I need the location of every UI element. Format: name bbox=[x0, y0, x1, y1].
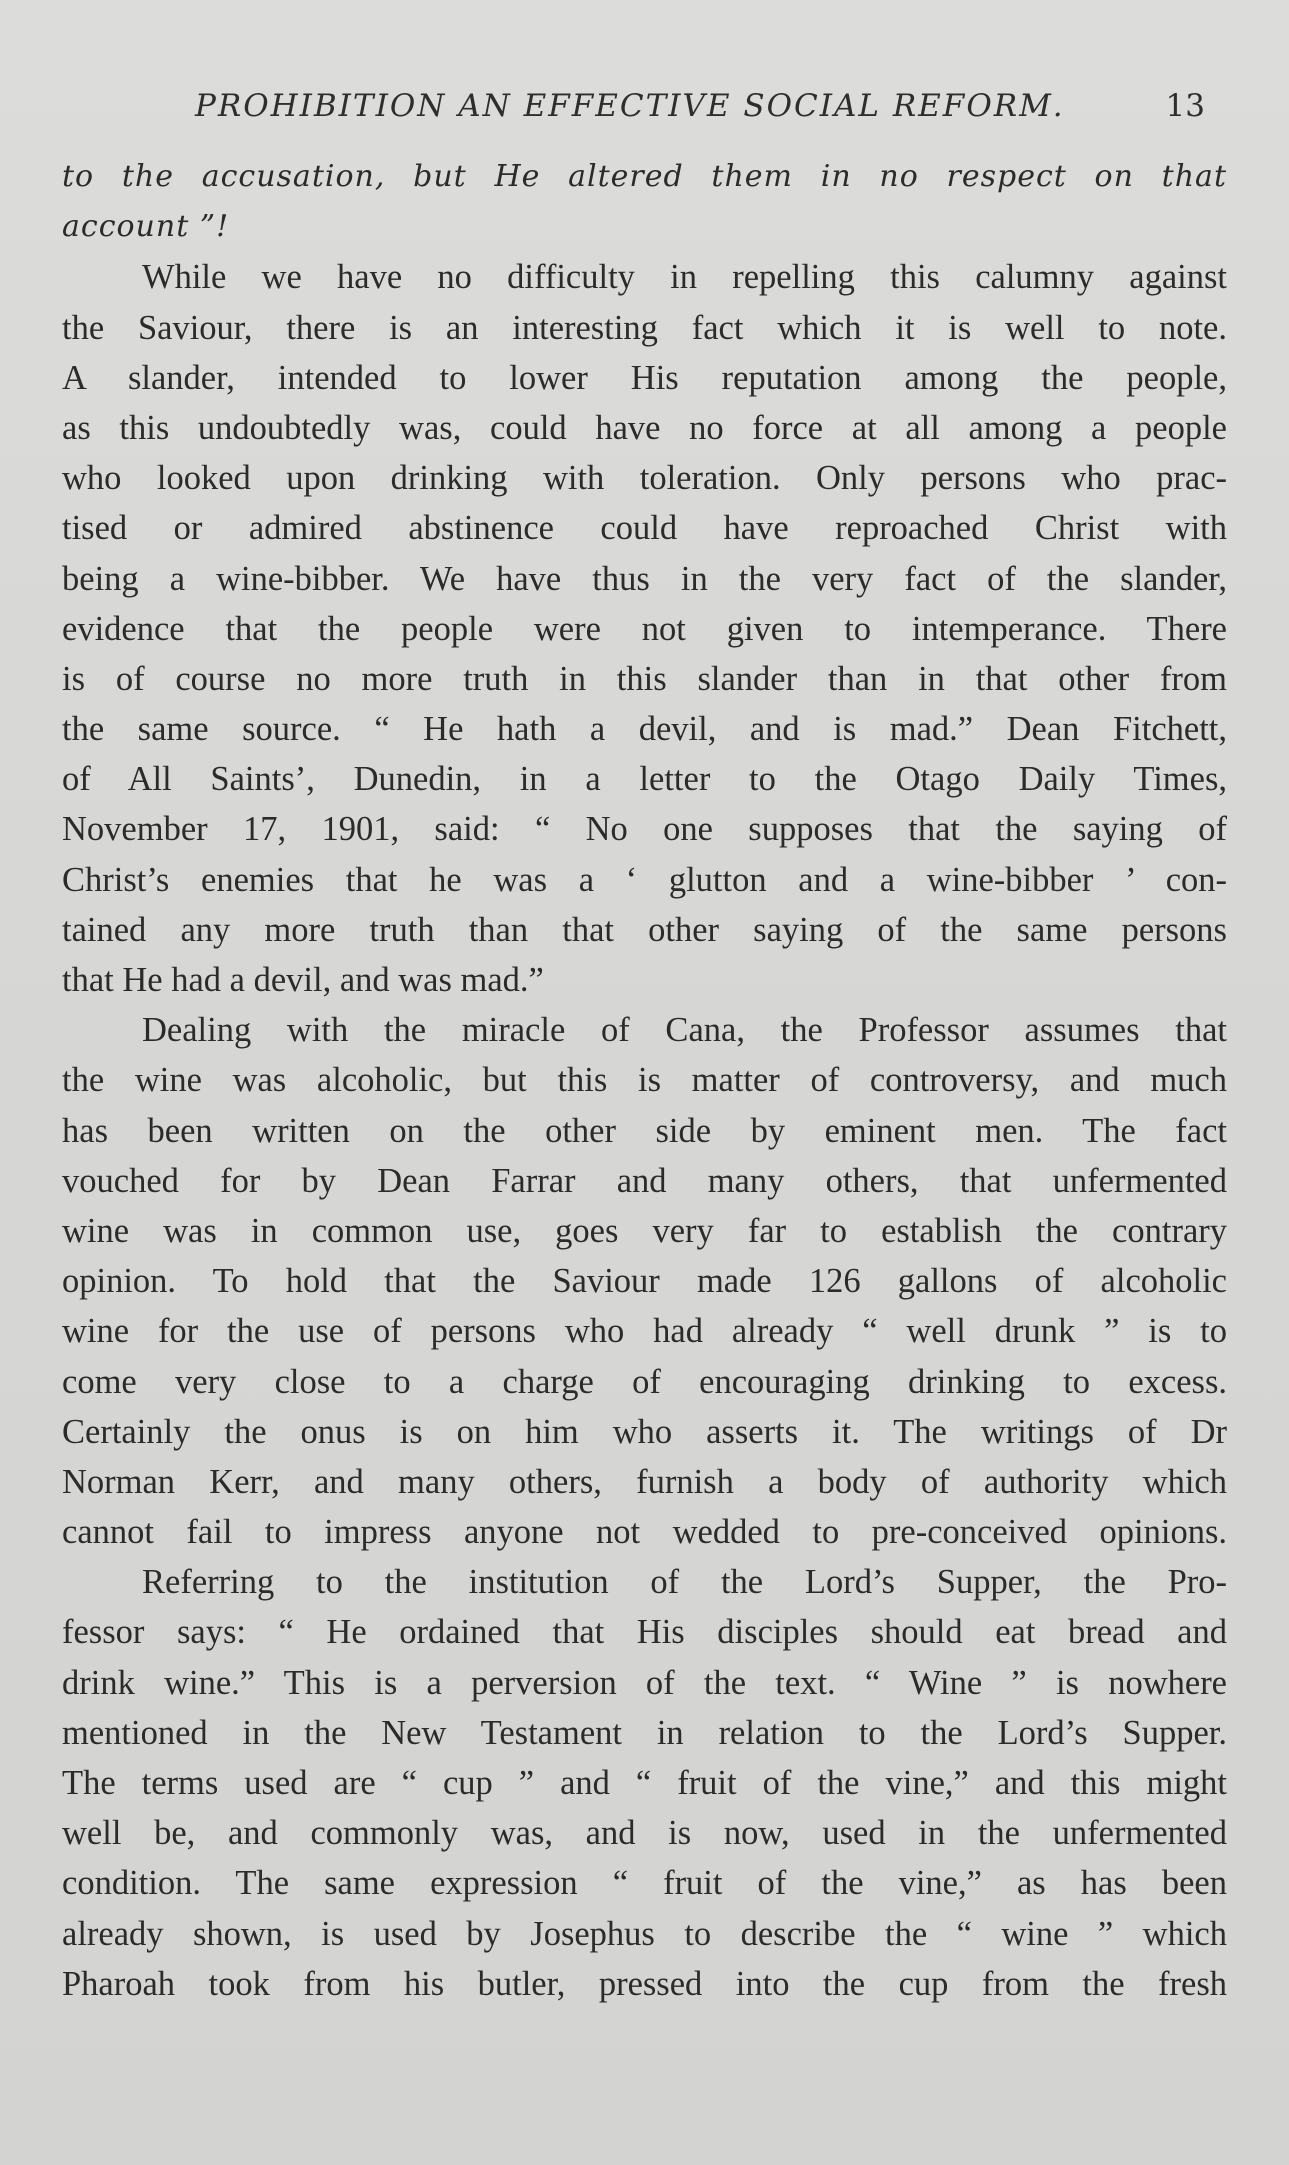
text-line: fessor says: “ He ordained that His disciples should eat bread and bbox=[62, 1613, 1227, 1652]
text-line: November 17, 1901, said: “ No one supposes that the saying of bbox=[62, 810, 1227, 849]
text-line: vouched for by Dean Farrar and many others, that unfermented bbox=[62, 1161, 1227, 1200]
text-line: the wine was alcoholic, but this is matter of controversy, and much bbox=[62, 1061, 1227, 1100]
text-line: Certainly the onus is on him who asserts it. The writings of Dr bbox=[62, 1412, 1227, 1451]
text-line: come very close to a charge of encouraging drinking to excess. bbox=[62, 1362, 1227, 1401]
text-line: the Saviour, there is an interesting fact which it is well to note. bbox=[62, 308, 1227, 347]
text-line: While we have no difficulty in repelling this calumny against bbox=[142, 258, 1227, 297]
text-line: of All Saints’, Dunedin, in a letter to the Otago Daily Times, bbox=[62, 760, 1227, 799]
text-line: tained any more truth than that other saying of the same persons bbox=[62, 910, 1227, 949]
running-header bbox=[195, 88, 1205, 124]
text-line: who looked upon drinking with toleration. Only persons who prac- bbox=[62, 459, 1227, 498]
page-number: 13 bbox=[1165, 88, 1205, 124]
text-line: Christ’s enemies that he was a ‘ glutton and a wine-bibber ’ con- bbox=[62, 860, 1227, 899]
text-line: wine for the use of persons who had already “ well drunk ” is to bbox=[62, 1312, 1227, 1351]
text-line: already shown, is used by Josephus to describe the “ wine ” which bbox=[62, 1914, 1227, 1953]
text-line: condition. The same expression “ fruit of the vine,” as has been bbox=[62, 1864, 1227, 1903]
text-line: Referring to the institution of the Lord’s Supper, the Pro- bbox=[142, 1563, 1227, 1602]
text-line: opinion. To hold that the Saviour made 126 gallons of alcoholic bbox=[62, 1262, 1227, 1301]
text-line: being a wine-bibber. We have thus in the very fact of the slander, bbox=[62, 559, 1227, 598]
text-line: that He had a devil, and was mad.” bbox=[62, 961, 544, 999]
text-line: to the accusation, but He altered them in no respect on that bbox=[62, 159, 1227, 194]
text-line: drink wine.” This is a perversion of the text. “ Wine ” is nowhere bbox=[62, 1663, 1227, 1702]
text-line: The terms used are “ cup ” and “ fruit of the vine,” and this might bbox=[62, 1764, 1227, 1802]
text-line: evidence that the people were not given to intemperance. There bbox=[62, 609, 1227, 648]
text-line: tised or admired abstinence could have reproached Christ with bbox=[62, 509, 1227, 548]
text-line: is of course no more truth in this slander than in that other from bbox=[62, 659, 1227, 698]
text-line: account ”! bbox=[62, 209, 230, 245]
body-text bbox=[62, 152, 1227, 2009]
text-line: as this undoubtedly was, could have no force at all among a people bbox=[62, 408, 1227, 447]
text-line: the same source. “ He hath a devil, and is mad.” Dean Fitchett, bbox=[62, 710, 1227, 749]
text-line: Norman Kerr, and many others, furnish a body of authority which bbox=[62, 1462, 1227, 1501]
running-title: PROHIBITION AN EFFECTIVE SOCIAL REFORM. bbox=[195, 88, 1065, 124]
text-line: wine was in common use, goes very far to establish the contrary bbox=[62, 1211, 1227, 1250]
text-line: well be, and commonly was, and is now, used in the unfermented bbox=[62, 1814, 1227, 1853]
text-line: mentioned in the New Testament in relation to the Lord’s Supper. bbox=[62, 1713, 1227, 1752]
text-line: A slander, intended to lower His reputation among the people, bbox=[62, 358, 1227, 397]
text-line: cannot fail to impress anyone not wedded to pre-conceived opinions. bbox=[62, 1513, 1227, 1552]
text-line: Pharoah took from his butler, pressed into the cup from the fresh bbox=[62, 1964, 1227, 2003]
text-line: has been written on the other side by eminent men. The fact bbox=[62, 1111, 1227, 1150]
text-line: Dealing with the miracle of Cana, the Professor assumes that bbox=[142, 1011, 1227, 1050]
